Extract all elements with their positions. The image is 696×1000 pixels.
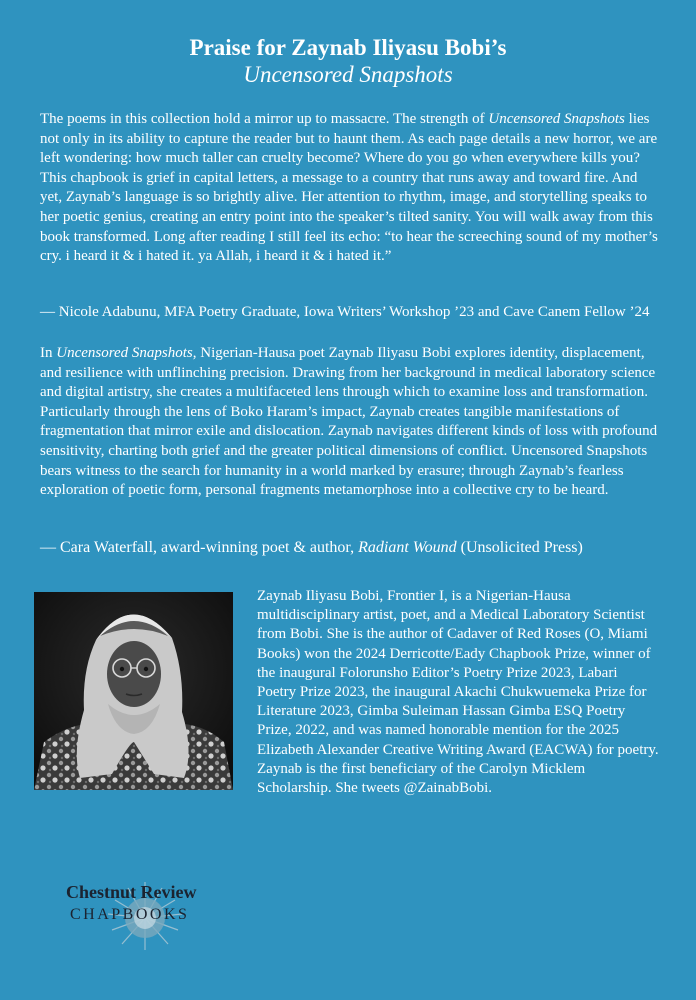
blurb-2-intro: In xyxy=(40,345,57,361)
blurb-2-attr-author: — Cara Waterfall, award-winning poet & author, xyxy=(40,539,359,556)
blurb-2-attribution xyxy=(40,538,583,558)
publisher-name: Chestnut Review xyxy=(66,882,197,902)
page-title: Praise for Zaynab Iliyasu Bobi’s xyxy=(189,35,507,60)
blurb-2-attr-book: Radiant Wound xyxy=(358,539,457,556)
publisher-logo xyxy=(60,870,230,950)
blurb-1-text: The poems in this collection hold a mirror up to massacre. The strength of xyxy=(40,111,489,127)
page-subtitle: Uncensored Snapshots xyxy=(243,62,453,87)
blurb-2-book-title: Uncensored Snapshots xyxy=(56,345,193,361)
publisher-imprint: CHAPBOOKS xyxy=(70,906,190,923)
praise-blurb-1 xyxy=(40,110,658,267)
blurb-2-attr-publisher: (Unsolicited Press) xyxy=(456,539,583,556)
author-bio: Zaynab Iliyasu Bobi, Frontier I, is a Nigerian-Hausa multidisciplinary artist, poet, and a Medical Laboratory Scientist from Bobi. She is the author of Cadaver of Red Roses (O, Miami Books) won the 2024 Derricotte/Eady Chapbook Prize, winner of the inaugural Folorunsho Editor’s Poetry Prize 2023, Labari Poetry Prize 2023, the inaugural Akachi Chukwuemeka Prize for Literature 2023, Gimba Suleiman Hassan Gimba ESQ Poetry Prize, 2022, and was named honorable mention for the 2025 Elizabeth Alexander Creative Writing Award (EACWA) for poetry. Zaynab is the first beneficiary of the Carolyn Micklem Scholarship. She tweets @ZainabBobi. xyxy=(257,588,659,797)
author-photo xyxy=(34,592,233,790)
praise-blurb-2 xyxy=(40,344,658,501)
blurb-1-text-cont: lies not only in its ability to capture the reader but to haunt them. As each page details a new horror, we are left wondering: how much taller can cruelty become? Where do you go when everywhere kills you? This chapbook is grief in capital letters, a message to a country that runs away and toward fire. And yet, Zaynab’s language is so brightly alive. Her attention to rhythm, image, and storytelling speaks to her poetic genius, creating an entry point into the speaker’s tilted sanity. You will walk away from this book transformed. Long after reading I still feel its echo: “to hear the screeching sound of my mother’s cry. i heard it & i hated it. ya Allah, i heard it & i hated it.” xyxy=(40,111,658,265)
blurb-1-book-title: Uncensored Snapshots xyxy=(488,111,625,127)
blurb-1-attribution: — Nicole Adabunu, MFA Poetry Graduate, Iowa Writers’ Workshop ’23 and Cave Canem Fellow ’24 xyxy=(40,304,650,320)
blurb-2-text: , Nigerian-Hausa poet Zaynab Iliyasu Bobi explores identity, displacement, and resilience with unflinching precision. Drawing from her background in medical laboratory science and digital artistry, she creates a multifaceted lens through which to examine loss and transformation. Particularly through the lens of Boko Haram’s impact, Zaynab creates tangible manifestations of fragmentation that mirror exile and dislocation. Zaynab navigates different kinds of loss with profound sensitivity, charting both grief and the greater political dimensions of conflict. Uncensored Snapshots bears witness to the search for humanity in a world marked by erasure; through Zaynab’s fearless exploration of poetic form, personal fragments metamorphose into a collective cry to be heard. xyxy=(40,345,658,499)
